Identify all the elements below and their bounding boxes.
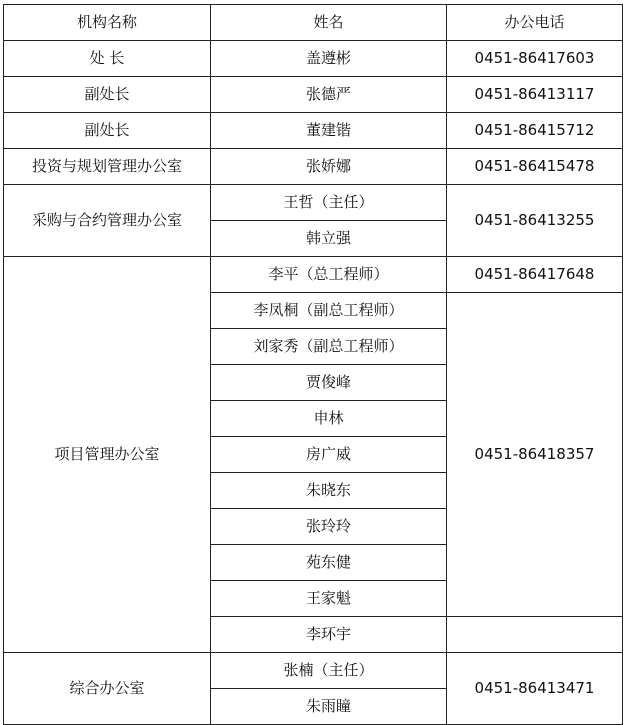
org-cell: 处 长 [4, 41, 211, 77]
org-cell: 副处长 [4, 113, 211, 149]
phone-cell: 0451-86415478 [447, 149, 623, 185]
org-cell: 投资与规划管理办公室 [4, 149, 211, 185]
table-row [4, 185, 623, 221]
table-row [4, 149, 623, 185]
name-cell: 韩立强 [211, 221, 447, 257]
name-cell: 李环宇 [211, 617, 447, 653]
org-cell-procurement: 采购与合约管理办公室 [4, 185, 211, 257]
name-cell: 刘家秀（副总工程师） [211, 329, 447, 365]
phone-cell: 0451-86413117 [447, 77, 623, 113]
name-cell: 张楠（主任） [211, 653, 447, 689]
name-cell: 张娇娜 [211, 149, 447, 185]
name-cell: 张玲玲 [211, 509, 447, 545]
name-cell: 王家魁 [211, 581, 447, 617]
org-cell-project: 项目管理办公室 [4, 257, 211, 653]
phone-cell: 0451-86417603 [447, 41, 623, 77]
table-row [4, 113, 623, 149]
name-cell: 贾俊峰 [211, 365, 447, 401]
header-row [4, 5, 623, 41]
table-row [4, 41, 623, 77]
name-cell: 朱雨瞳 [211, 689, 447, 725]
header-phone: 办公电话 [447, 5, 623, 41]
name-cell: 王哲（主任） [211, 185, 447, 221]
phone-cell-empty [447, 617, 623, 653]
phone-cell: 0451-86417648 [447, 257, 623, 293]
name-cell: 苑东健 [211, 545, 447, 581]
org-cell: 副处长 [4, 77, 211, 113]
phone-cell-project-group: 0451-86418357 [447, 293, 623, 617]
name-cell: 朱晓东 [211, 473, 447, 509]
phone-cell-general: 0451-86413471 [447, 653, 623, 725]
table-row [4, 653, 623, 689]
name-cell: 盖遵彬 [211, 41, 447, 77]
name-cell: 房广威 [211, 437, 447, 473]
name-cell: 张德严 [211, 77, 447, 113]
phone-cell: 0451-86415712 [447, 113, 623, 149]
contact-directory-table [3, 4, 623, 725]
org-cell-general: 综合办公室 [4, 653, 211, 725]
header-org: 机构名称 [4, 5, 211, 41]
phone-cell-procurement: 0451-86413255 [447, 185, 623, 257]
table-row [4, 257, 623, 293]
header-name: 姓名 [211, 5, 447, 41]
name-cell: 李平（总工程师） [211, 257, 447, 293]
table-row [4, 77, 623, 113]
name-cell: 董建锴 [211, 113, 447, 149]
name-cell: 申林 [211, 401, 447, 437]
name-cell: 李凤桐（副总工程师） [211, 293, 447, 329]
